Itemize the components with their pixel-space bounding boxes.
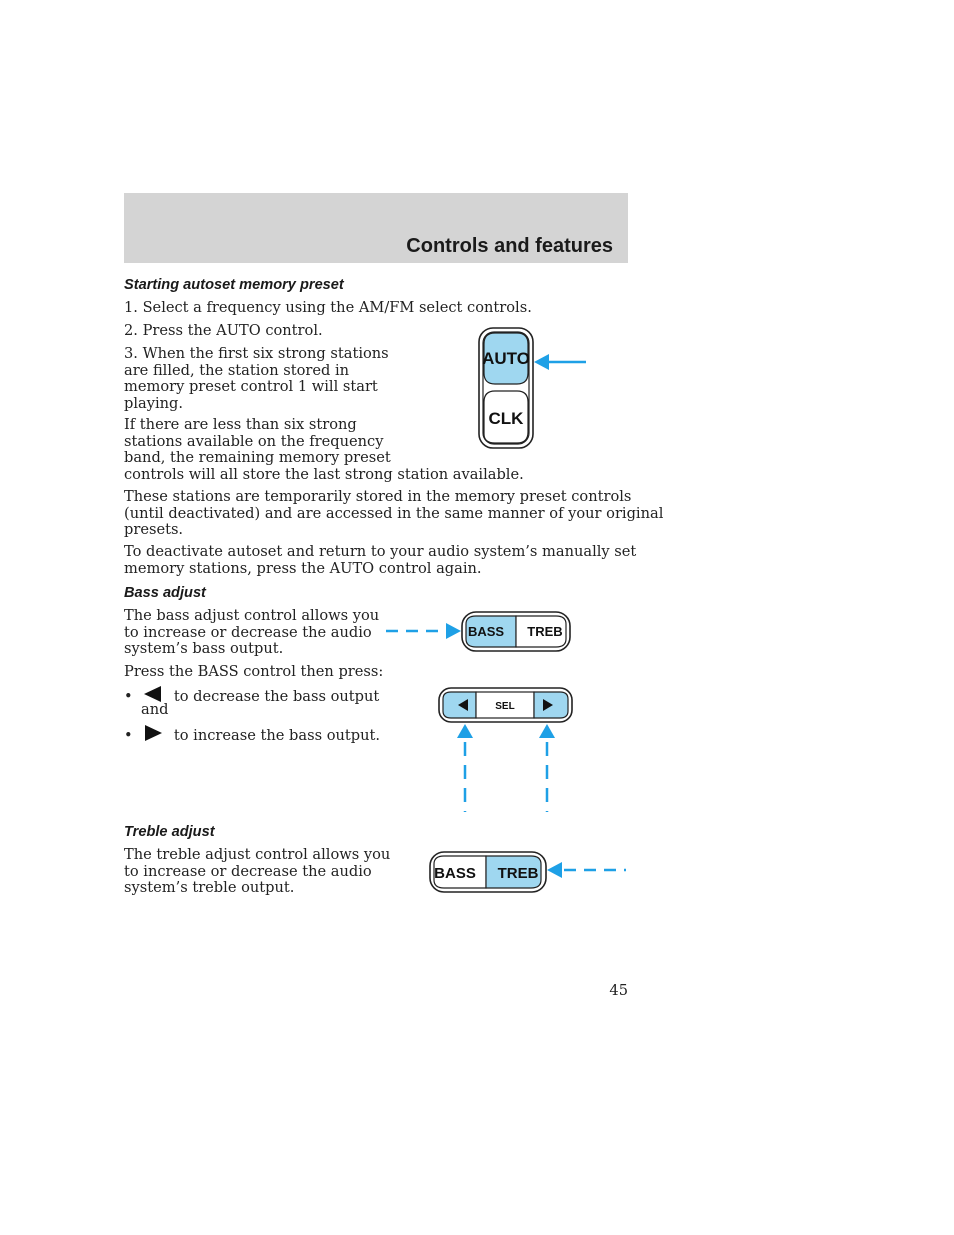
bass-button-label: BASS [434,865,476,882]
section-title: Controls and features [406,235,613,257]
text-line: playing. [124,394,184,412]
text-line: 3. When the first six strong stations [124,345,389,362]
text-line: to increase or decrease the audio [124,623,372,641]
autoset-heading: Starting autoset memory preset [124,277,344,293]
treb-button-label: TREB [527,624,563,639]
left-triangle-icon [143,686,163,702]
page-number: 45 [609,982,628,999]
text-line: are filled, the station stored in [124,361,350,379]
bass-button-label: BASS [467,624,505,639]
text-line: system’s treble output. [124,879,295,896]
bass-bullet-1-continued: and [141,701,169,718]
text-line: presets. [124,521,184,538]
text-line: memory stations, press the AUTO control again. [124,559,482,577]
bass-treb-illustration-treb [428,850,628,894]
text-line: The bass adjust control allows you [124,607,380,624]
autoset-step-3 [124,346,389,412]
bullet-text: to decrease the bass output [173,688,380,705]
treble-description [124,847,390,897]
treb-button-label: TREB [497,865,539,882]
auto-button-label: AUTO [482,349,530,368]
autoset-paragraph-2 [124,544,636,577]
text-line: to increase or decrease the audio [124,862,372,880]
arrow-up-icon [539,724,555,738]
auto-clk-illustration [476,326,596,450]
right-triangle-icon [143,725,163,741]
text-line: band, the remaining memory preset [124,449,391,466]
pointer-arrow-icon [534,354,549,370]
bass-heading: Bass adjust [124,585,206,601]
text-line: To deactivate autoset and return to your audio system’s manually set [124,543,637,560]
text-line: stations available on the frequency [124,432,384,450]
autoset-note [124,417,524,483]
autoset-step-2: 2. Press the AUTO control. [124,322,323,339]
arrow-up-icon [457,724,473,738]
section-header [124,193,628,263]
text-line: These stations are temporarily stored in the memory preset controls [124,488,632,505]
sel-button-label: SEL [495,701,515,712]
treble-heading: Treble adjust [124,824,215,840]
bass-press-instruction: Press the BASS control then press: [124,663,384,680]
bass-bullet-2 [124,725,380,745]
text-line: controls will all store the last strong station available. [124,465,524,483]
text-line: The treble adjust control allows you [124,846,391,863]
bullet-mark: • [124,727,133,744]
sel-control-illustration [436,686,576,816]
text-line: system’s bass output. [124,640,284,657]
arrow-right-icon [446,623,461,639]
bass-treb-illustration-bass [384,610,574,654]
autoset-step-1: 1. Select a frequency using the AM/FM select controls. [124,299,532,316]
arrow-left-icon [547,862,562,878]
bullet-text: to increase the bass output. [173,727,380,744]
bass-description [124,608,379,658]
autoset-paragraph-1 [124,489,663,539]
text-line: (until deactivated) and are accessed in the same manner of your original [124,504,664,522]
text-line: If there are less than six strong [124,416,357,433]
clk-button-label: CLK [488,409,524,428]
bullet-mark: • [124,688,133,705]
text-line: memory preset control 1 will start [124,378,378,395]
